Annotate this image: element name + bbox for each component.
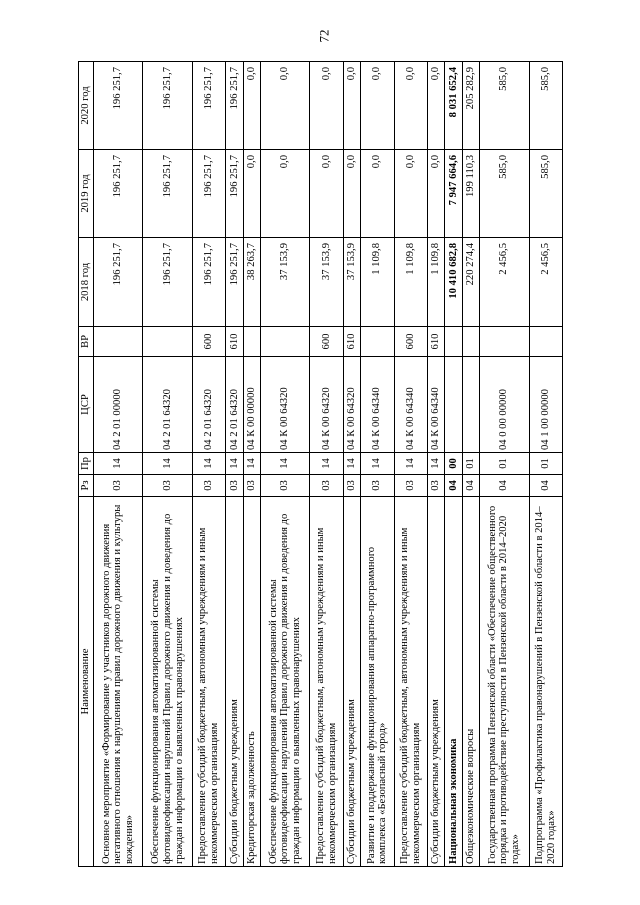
cell-2019: 0,0 (310, 150, 343, 238)
cell-pr: 14 (226, 453, 243, 475)
table-row (310, 62, 343, 867)
cell-2019: 196 251,7 (192, 150, 225, 238)
cell-pr: 01 (462, 453, 479, 475)
cell-2019: 0,0 (243, 150, 260, 238)
cell-csr (445, 357, 462, 453)
cell-2020: 0,0 (260, 62, 309, 150)
cell-2018: 2 456,5 (480, 238, 529, 327)
cell-pr: 01 (529, 453, 563, 475)
cell-csr: 04 К 00 64320 (260, 357, 309, 453)
cell-2020: 0,0 (243, 62, 260, 150)
cell-pr: 14 (343, 453, 360, 475)
cell-vr (243, 327, 260, 357)
header-csr: ЦСР (79, 357, 94, 453)
header-rz: Рз (79, 475, 94, 497)
header-pr: Пр (79, 453, 94, 475)
cell-2019: 0,0 (343, 150, 360, 238)
cell-rz: 03 (243, 475, 260, 497)
cell-2020: 196 251,7 (143, 62, 192, 150)
cell-name: Государственная программа Пензенской области «Обеспечение общественного порядка и противодействие преступности в Пензенской области в 2014–2020 годах» (480, 497, 529, 867)
cell-name: Развитие и поддержание функционирования аппаратно-программного комплекса «Безопасный город» (361, 497, 394, 867)
cell-2018: 37 153,9 (310, 238, 343, 327)
cell-csr: 04 2 01 64320 (143, 357, 192, 453)
table-row (462, 62, 479, 867)
cell-name: Субсидии бюджетным учреждениям (343, 497, 360, 867)
cell-name: Подпрограмма «Профилактика правонарушений в Пензенской области в 2014–2020 годах» (529, 497, 563, 867)
cell-2019: 585,0 (529, 150, 563, 238)
cell-csr: 04 К 00 64320 (343, 357, 360, 453)
table-header-row (79, 62, 94, 867)
cell-2018: 1 109,8 (361, 238, 394, 327)
cell-2018: 196 251,7 (226, 238, 243, 327)
cell-2019: 0,0 (394, 150, 427, 238)
cell-pr: 01 (480, 453, 529, 475)
cell-2020: 196 251,7 (94, 62, 143, 150)
cell-rz: 03 (310, 475, 343, 497)
cell-pr: 14 (361, 453, 394, 475)
cell-name: Общеэкономические вопросы (462, 497, 479, 867)
cell-2019: 585,0 (480, 150, 529, 238)
cell-2020: 585,0 (529, 62, 563, 150)
cell-2019: 0,0 (361, 150, 394, 238)
cell-rz: 03 (427, 475, 444, 497)
cell-2018: 37 153,9 (260, 238, 309, 327)
cell-rz: 04 (480, 475, 529, 497)
header-2020: 2020 год (79, 62, 94, 150)
cell-csr: 04 К 00 64320 (310, 357, 343, 453)
cell-rz: 03 (143, 475, 192, 497)
cell-2020: 0,0 (361, 62, 394, 150)
cell-vr (529, 327, 563, 357)
cell-pr: 14 (260, 453, 309, 475)
cell-csr: 04 1 00 00000 (529, 357, 563, 453)
cell-pr: 14 (94, 453, 143, 475)
table-row (427, 62, 444, 867)
cell-2020: 585,0 (480, 62, 529, 150)
cell-csr: 04 К 00 64340 (361, 357, 394, 453)
cell-csr: 04 К 00 00000 (243, 357, 260, 453)
cell-2020: 0,0 (343, 62, 360, 150)
cell-2018: 196 251,7 (192, 238, 225, 327)
cell-csr (462, 357, 479, 453)
cell-2018: 196 251,7 (94, 238, 143, 327)
table-row (445, 62, 462, 867)
cell-2020: 196 251,7 (192, 62, 225, 150)
cell-name: Предоставление субсидий бюджетным, автономным учреждениям и иным некоммерческим организациям (394, 497, 427, 867)
table-row (529, 62, 563, 867)
cell-2018: 1 109,8 (394, 238, 427, 327)
table-row (94, 62, 143, 867)
cell-name: Кредиторская задолженность (243, 497, 260, 867)
cell-pr: 14 (394, 453, 427, 475)
table-row (226, 62, 243, 867)
cell-2019: 7 947 664,6 (445, 150, 462, 238)
cell-2018: 220 274,4 (462, 238, 479, 327)
cell-2019: 199 110,3 (462, 150, 479, 238)
cell-csr: 04 К 00 64340 (427, 357, 444, 453)
cell-vr: 610 (427, 327, 444, 357)
cell-csr: 04 К 00 64340 (394, 357, 427, 453)
cell-pr: 14 (192, 453, 225, 475)
cell-2018: 10 410 682,8 (445, 238, 462, 327)
header-2019: 2019 год (79, 150, 94, 238)
cell-vr (480, 327, 529, 357)
cell-rz: 04 (445, 475, 462, 497)
cell-csr: 04 2 01 64320 (226, 357, 243, 453)
cell-2018: 196 251,7 (143, 238, 192, 327)
cell-rz: 03 (361, 475, 394, 497)
cell-vr (462, 327, 479, 357)
cell-rz: 03 (343, 475, 360, 497)
cell-name: Основное мероприятие «Формирование у участников дорожного движения негативного отношения к нарушениям правил дорожного движения и культуры вождения» (94, 497, 143, 867)
cell-pr: 14 (310, 453, 343, 475)
cell-2020: 205 282,9 (462, 62, 479, 150)
cell-pr: 00 (445, 453, 462, 475)
header-name: Наименование (79, 497, 94, 867)
cell-rz: 03 (260, 475, 309, 497)
cell-vr: 610 (343, 327, 360, 357)
cell-2019: 0,0 (260, 150, 309, 238)
cell-rz: 03 (192, 475, 225, 497)
table-row (143, 62, 192, 867)
cell-2019: 196 251,7 (94, 150, 143, 238)
table-row (480, 62, 529, 867)
cell-2018: 1 109,8 (427, 238, 444, 327)
cell-name: Субсидии бюджетным учреждениям (427, 497, 444, 867)
cell-vr: 600 (310, 327, 343, 357)
cell-vr (361, 327, 394, 357)
table-row (361, 62, 394, 867)
cell-vr: 600 (192, 327, 225, 357)
cell-2020: 8 031 652,4 (445, 62, 462, 150)
cell-2019: 196 251,7 (143, 150, 192, 238)
cell-name: Субсидии бюджетным учреждениям (226, 497, 243, 867)
cell-2020: 196 251,7 (226, 62, 243, 150)
cell-2020: 0,0 (394, 62, 427, 150)
cell-rz: 03 (94, 475, 143, 497)
cell-2020: 0,0 (427, 62, 444, 150)
cell-pr: 14 (243, 453, 260, 475)
cell-csr: 04 2 01 00000 (94, 357, 143, 453)
budget-table-rotated (78, 62, 563, 867)
cell-name: Национальная экономика (445, 497, 462, 867)
budget-table (78, 61, 563, 867)
cell-name: Обеспечение функционирования автоматизированной системы фотовидеофиксации нарушений Правил дорожного движения и доведения до граждан информации о выявленных правонарушениях (143, 497, 192, 867)
cell-vr (260, 327, 309, 357)
page-number: 72 (316, 29, 332, 43)
cell-2020: 0,0 (310, 62, 343, 150)
cell-2019: 0,0 (427, 150, 444, 238)
header-2018: 2018 год (79, 238, 94, 327)
table-row (260, 62, 309, 867)
cell-2018: 2 456,5 (529, 238, 563, 327)
table-row (243, 62, 260, 867)
cell-2019: 196 251,7 (226, 150, 243, 238)
cell-csr: 04 2 01 64320 (192, 357, 225, 453)
header-vr: ВР (79, 327, 94, 357)
cell-2018: 38 263,7 (243, 238, 260, 327)
cell-vr (143, 327, 192, 357)
cell-name: Обеспечение функционирования автоматизированной системы фотовидеофиксации нарушений Правил дорожного движения и доведения до граждан информации о выявленных правонарушениях (260, 497, 309, 867)
cell-vr (445, 327, 462, 357)
table-row (192, 62, 225, 867)
table-row (343, 62, 360, 867)
cell-name: Предоставление субсидий бюджетным, автономным учреждениям и иным некоммерческим организациям (310, 497, 343, 867)
table-row (394, 62, 427, 867)
cell-pr: 14 (143, 453, 192, 475)
cell-rz: 04 (529, 475, 563, 497)
cell-vr: 600 (394, 327, 427, 357)
cell-name: Предоставление субсидий бюджетным, автономным учреждениям и иным некоммерческим организациям (192, 497, 225, 867)
cell-2018: 37 153,9 (343, 238, 360, 327)
cell-rz: 03 (394, 475, 427, 497)
cell-pr: 14 (427, 453, 444, 475)
cell-csr: 04 0 00 00000 (480, 357, 529, 453)
cell-rz: 03 (226, 475, 243, 497)
cell-rz: 04 (462, 475, 479, 497)
cell-vr (94, 327, 143, 357)
cell-vr: 610 (226, 327, 243, 357)
